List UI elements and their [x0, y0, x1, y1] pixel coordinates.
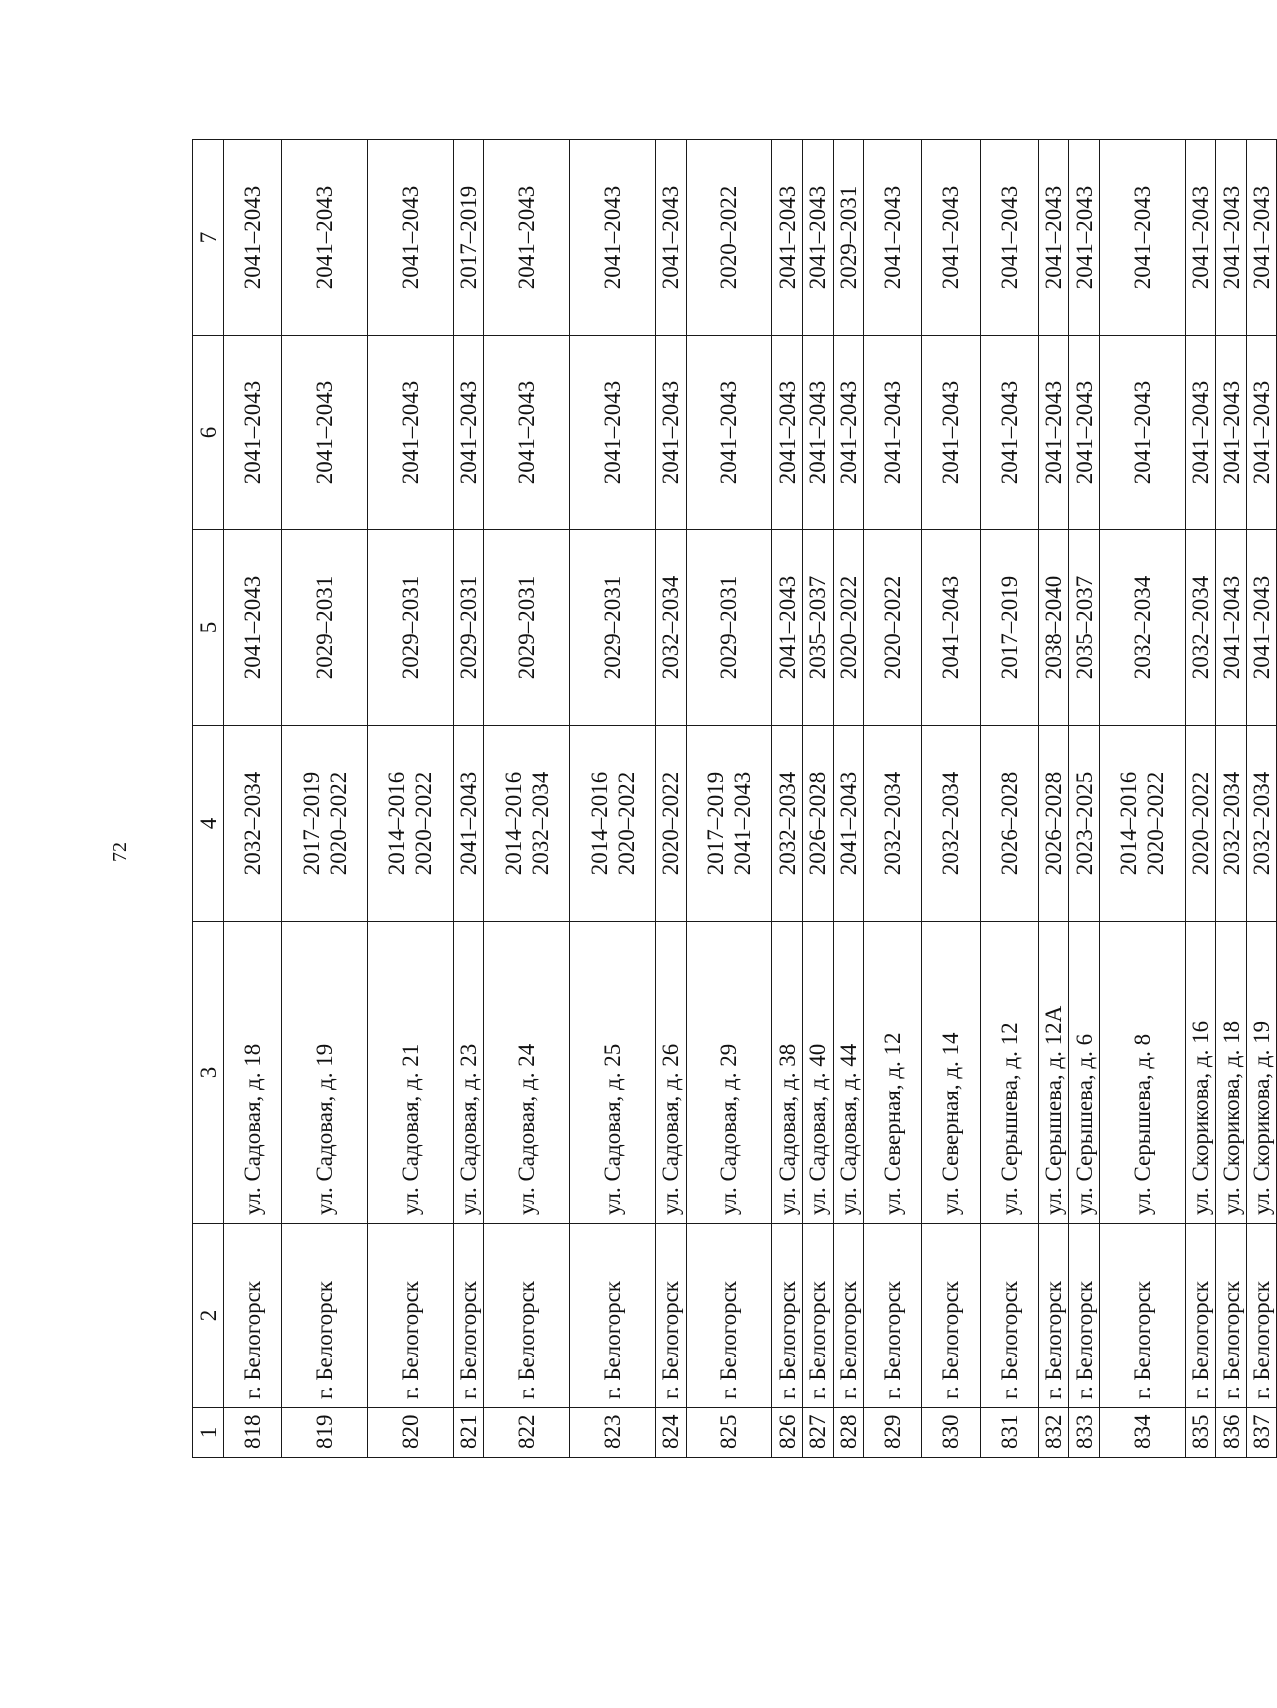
table-cell-c1: 836 [1216, 1408, 1247, 1458]
table-cell-c5: 2017–2019 [980, 530, 1038, 726]
table-cell-c7: 2041–2043 [864, 140, 922, 336]
table-cell-c2: г. Белогорск [453, 1224, 484, 1408]
period-line: 2032–2034 [240, 771, 266, 876]
period-line: 2014–2016 [586, 771, 612, 876]
table-cell-c4 [484, 726, 570, 922]
table-cell-c3: ул. Садовая, д. 21 [367, 922, 453, 1224]
table-cell-c7: 2041–2043 [367, 140, 453, 336]
table-cell-c4 [1099, 726, 1185, 922]
table-row [1185, 140, 1216, 1458]
period-line: 2020–2022 [1187, 771, 1213, 876]
table-header-row [193, 140, 224, 1458]
table-cell-c4 [655, 726, 686, 922]
table-cell-c5: 2041–2043 [224, 530, 282, 726]
table-cell-c1: 837 [1246, 1408, 1277, 1458]
table-cell-c4 [802, 726, 833, 922]
table-row [1246, 140, 1277, 1458]
table-row [864, 140, 922, 1458]
table-cell-c5: 2032–2034 [1185, 530, 1216, 726]
table-cell-c3: ул. Скорикова, д. 16 [1185, 922, 1216, 1224]
period-line: 2026–2028 [996, 771, 1022, 876]
table-cell-c6: 2041–2043 [1246, 336, 1277, 530]
rotated-table-container [192, 140, 1275, 1458]
table-cell-c3: ул. Скорикова, д. 19 [1246, 922, 1277, 1224]
table-cell-c4 [772, 726, 803, 922]
table-cell-c3: ул. Садовая, д. 18 [224, 922, 282, 1224]
table-cell-c2: г. Белогорск [484, 1224, 570, 1408]
table-cell-c1: 827 [802, 1408, 833, 1458]
table-row [367, 140, 453, 1458]
table-cell-c2: г. Белогорск [224, 1224, 282, 1408]
header-cell: 2 [193, 1224, 224, 1408]
table-cell-c2: г. Белогорск [282, 1224, 368, 1408]
table-cell-c7: 2041–2043 [1185, 140, 1216, 336]
table-cell-c5: 2029–2031 [453, 530, 484, 726]
header-cell: 5 [193, 530, 224, 726]
table-cell-c6: 2041–2043 [833, 336, 864, 530]
table-cell-c6: 2041–2043 [655, 336, 686, 530]
table-cell-c6: 2041–2043 [922, 336, 980, 530]
period-line: 2020–2022 [1143, 771, 1169, 876]
table-cell-c3: ул. Серышева, д. 8 [1099, 922, 1185, 1224]
table-cell-c6: 2041–2043 [224, 336, 282, 530]
table-row [922, 140, 980, 1458]
table-cell-c1: 831 [980, 1408, 1038, 1458]
table-cell-c5: 2020–2022 [864, 530, 922, 726]
table-cell-c5: 2041–2043 [1246, 530, 1277, 726]
period-line: 2032–2034 [1218, 771, 1244, 876]
table-row [282, 140, 368, 1458]
table-row [224, 140, 282, 1458]
table-cell-c5: 2029–2031 [570, 530, 656, 726]
table-cell-c5: 2029–2031 [367, 530, 453, 726]
header-cell: 7 [193, 140, 224, 336]
table-cell-c4 [686, 726, 772, 922]
period-line: 2032–2034 [774, 771, 800, 876]
table-cell-c2: г. Белогорск [1099, 1224, 1185, 1408]
period-line: 2020–2022 [411, 771, 437, 876]
table-cell-c7: 2017–2019 [453, 140, 484, 336]
table-cell-c3: ул. Садовая, д. 38 [772, 922, 803, 1224]
table-cell-c7: 2041–2043 [980, 140, 1038, 336]
table-cell-c7: 2041–2043 [282, 140, 368, 336]
period-line: 2041–2043 [835, 771, 861, 876]
table-cell-c2: г. Белогорск [367, 1224, 453, 1408]
table-row [1069, 140, 1100, 1458]
table-cell-c3: ул. Садовая, д. 19 [282, 922, 368, 1224]
period-line: 2014–2016 [500, 771, 526, 876]
table-cell-c3: ул. Садовая, д. 29 [686, 922, 772, 1224]
table-cell-c4 [1185, 726, 1216, 922]
table-cell-c3: ул. Садовая, д. 25 [570, 922, 656, 1224]
table-row [772, 140, 803, 1458]
table-cell-c4 [282, 726, 368, 922]
table-cell-c6: 2041–2043 [980, 336, 1038, 530]
table-cell-c7: 2041–2043 [772, 140, 803, 336]
table-cell-c3: ул. Садовая, д. 23 [453, 922, 484, 1224]
table-cell-c2: г. Белогорск [655, 1224, 686, 1408]
table-cell-c1: 828 [833, 1408, 864, 1458]
table-cell-c2: г. Белогорск [772, 1224, 803, 1408]
table-cell-c4 [922, 726, 980, 922]
table-cell-c7: 2020–2022 [686, 140, 772, 336]
table-cell-c6: 2041–2043 [1038, 336, 1069, 530]
table-cell-c6: 2041–2043 [772, 336, 803, 530]
table-cell-c5: 2032–2034 [655, 530, 686, 726]
table-cell-c5: 2041–2043 [1216, 530, 1247, 726]
table-cell-c2: г. Белогорск [864, 1224, 922, 1408]
period-line: 2014–2016 [384, 771, 410, 876]
table-cell-c3: ул. Серышева, д. 6 [1069, 922, 1100, 1224]
table-row [833, 140, 864, 1458]
period-line: 2026–2028 [1041, 771, 1066, 876]
table-cell-c2: г. Белогорск [570, 1224, 656, 1408]
table-cell-c6: 2041–2043 [686, 336, 772, 530]
table-cell-c5: 2029–2031 [686, 530, 772, 726]
table-cell-c1: 825 [686, 1408, 772, 1458]
period-line: 2023–2025 [1071, 771, 1097, 876]
table-cell-c3: ул. Садовая, д. 26 [655, 922, 686, 1224]
page-number: 72 [109, 842, 131, 862]
table-row [1038, 140, 1069, 1458]
table-cell-c1: 830 [922, 1408, 980, 1458]
table-cell-c5: 2032–2034 [1099, 530, 1185, 726]
table-cell-c6: 2041–2043 [1069, 336, 1100, 530]
period-line: 2041–2043 [456, 771, 482, 876]
table-row [802, 140, 833, 1458]
table-cell-c6: 2041–2043 [367, 336, 453, 530]
table-cell-c2: г. Белогорск [1216, 1224, 1247, 1408]
table-cell-c5: 2041–2043 [922, 530, 980, 726]
table-cell-c1: 834 [1099, 1408, 1185, 1458]
table-cell-c1: 821 [453, 1408, 484, 1458]
table-cell-c4 [1246, 726, 1277, 922]
table-cell-c3: ул. Северная, д. 12 [864, 922, 922, 1224]
table-cell-c5: 2035–2037 [1069, 530, 1100, 726]
table-cell-c7: 2041–2043 [1099, 140, 1185, 336]
table-cell-c6: 2041–2043 [864, 336, 922, 530]
table-row [686, 140, 772, 1458]
table-cell-c2: г. Белогорск [1246, 1224, 1277, 1408]
header-cell: 4 [193, 726, 224, 922]
table-cell-c6: 2041–2043 [453, 336, 484, 530]
table-cell-c7: 2041–2043 [1038, 140, 1069, 336]
table-cell-c2: г. Белогорск [1185, 1224, 1216, 1408]
table-row [453, 140, 484, 1458]
table-cell-c4 [980, 726, 1038, 922]
period-line: 2026–2028 [805, 771, 831, 876]
period-line: 2020–2022 [658, 771, 684, 876]
period-line: 2020–2022 [613, 771, 639, 876]
period-line: 2032–2034 [880, 771, 906, 876]
table-cell-c1: 832 [1038, 1408, 1069, 1458]
table-cell-c2: г. Белогорск [1038, 1224, 1069, 1408]
table-cell-c6: 2041–2043 [1216, 336, 1247, 530]
table-cell-c7: 2041–2043 [655, 140, 686, 336]
period-line: 2017–2019 [702, 771, 728, 876]
table-cell-c7: 2041–2043 [484, 140, 570, 336]
table-cell-c7: 2041–2043 [1069, 140, 1100, 336]
table-cell-c7: 2041–2043 [1216, 140, 1247, 336]
period-line: 2032–2034 [1249, 771, 1275, 876]
table-cell-c6: 2041–2043 [570, 336, 656, 530]
table-cell-c5: 2020–2022 [833, 530, 864, 726]
table-cell-c3: ул. Садовая, д. 24 [484, 922, 570, 1224]
table-cell-c2: г. Белогорск [833, 1224, 864, 1408]
table-cell-c5: 2035–2037 [802, 530, 833, 726]
period-line: 2041–2043 [729, 771, 755, 876]
table-cell-c1: 824 [655, 1408, 686, 1458]
table-cell-c2: г. Белогорск [686, 1224, 772, 1408]
table-cell-c6: 2041–2043 [802, 336, 833, 530]
header-cell: 1 [193, 1408, 224, 1458]
table-cell-c7: 2041–2043 [224, 140, 282, 336]
period-line: 2017–2019 [298, 771, 324, 876]
schedule-table [192, 139, 1277, 1458]
table-row [980, 140, 1038, 1458]
header-cell: 3 [193, 922, 224, 1224]
table-cell-c1: 829 [864, 1408, 922, 1458]
period-line: 2032–2034 [527, 771, 553, 876]
table-cell-c6: 2041–2043 [282, 336, 368, 530]
table-cell-c1: 819 [282, 1408, 368, 1458]
table-cell-c1: 820 [367, 1408, 453, 1458]
table-cell-c6: 2041–2043 [1185, 336, 1216, 530]
table-cell-c5: 2041–2043 [772, 530, 803, 726]
table-cell-c5: 2029–2031 [282, 530, 368, 726]
period-line: 2014–2016 [1116, 771, 1142, 876]
table-cell-c3: ул. Серышева, д. 12 [980, 922, 1038, 1224]
table-cell-c2: г. Белогорск [1069, 1224, 1100, 1408]
table-cell-c4 [1038, 726, 1069, 922]
table-cell-c3: ул. Серышева, д. 12А [1038, 922, 1069, 1224]
table-cell-c7: 2041–2043 [570, 140, 656, 336]
table-cell-c4 [864, 726, 922, 922]
table-cell-c4 [833, 726, 864, 922]
table-cell-c4 [367, 726, 453, 922]
table-cell-c4 [453, 726, 484, 922]
table-cell-c4 [224, 726, 282, 922]
table-cell-c4 [1216, 726, 1247, 922]
table-row [1099, 140, 1185, 1458]
table-row [1216, 140, 1247, 1458]
table-cell-c2: г. Белогорск [802, 1224, 833, 1408]
period-line: 2032–2034 [938, 771, 964, 876]
table-cell-c5: 2038–2040 [1038, 530, 1069, 726]
table-cell-c1: 826 [772, 1408, 803, 1458]
table-cell-c3: ул. Северная, д. 14 [922, 922, 980, 1224]
table-cell-c2: г. Белогорск [980, 1224, 1038, 1408]
table-cell-c4 [570, 726, 656, 922]
table-cell-c7: 2041–2043 [922, 140, 980, 336]
header-cell: 6 [193, 336, 224, 530]
table-cell-c3: ул. Скорикова, д. 18 [1216, 922, 1247, 1224]
table-cell-c2: г. Белогорск [922, 1224, 980, 1408]
table-cell-c7: 2041–2043 [1246, 140, 1277, 336]
table-cell-c6: 2041–2043 [1099, 336, 1185, 530]
table-row [570, 140, 656, 1458]
table-cell-c1: 833 [1069, 1408, 1100, 1458]
table-cell-c6: 2041–2043 [484, 336, 570, 530]
table-cell-c1: 835 [1185, 1408, 1216, 1458]
table-cell-c1: 818 [224, 1408, 282, 1458]
table-row [655, 140, 686, 1458]
table-cell-c3: ул. Садовая, д. 44 [833, 922, 864, 1224]
table-cell-c7: 2029–2031 [833, 140, 864, 336]
table-cell-c1: 823 [570, 1408, 656, 1458]
table-cell-c3: ул. Садовая, д. 40 [802, 922, 833, 1224]
table-row [484, 140, 570, 1458]
table-cell-c5: 2029–2031 [484, 530, 570, 726]
period-line: 2020–2022 [325, 771, 351, 876]
table-cell-c4 [1069, 726, 1100, 922]
table-cell-c1: 822 [484, 1408, 570, 1458]
table-cell-c7: 2041–2043 [802, 140, 833, 336]
